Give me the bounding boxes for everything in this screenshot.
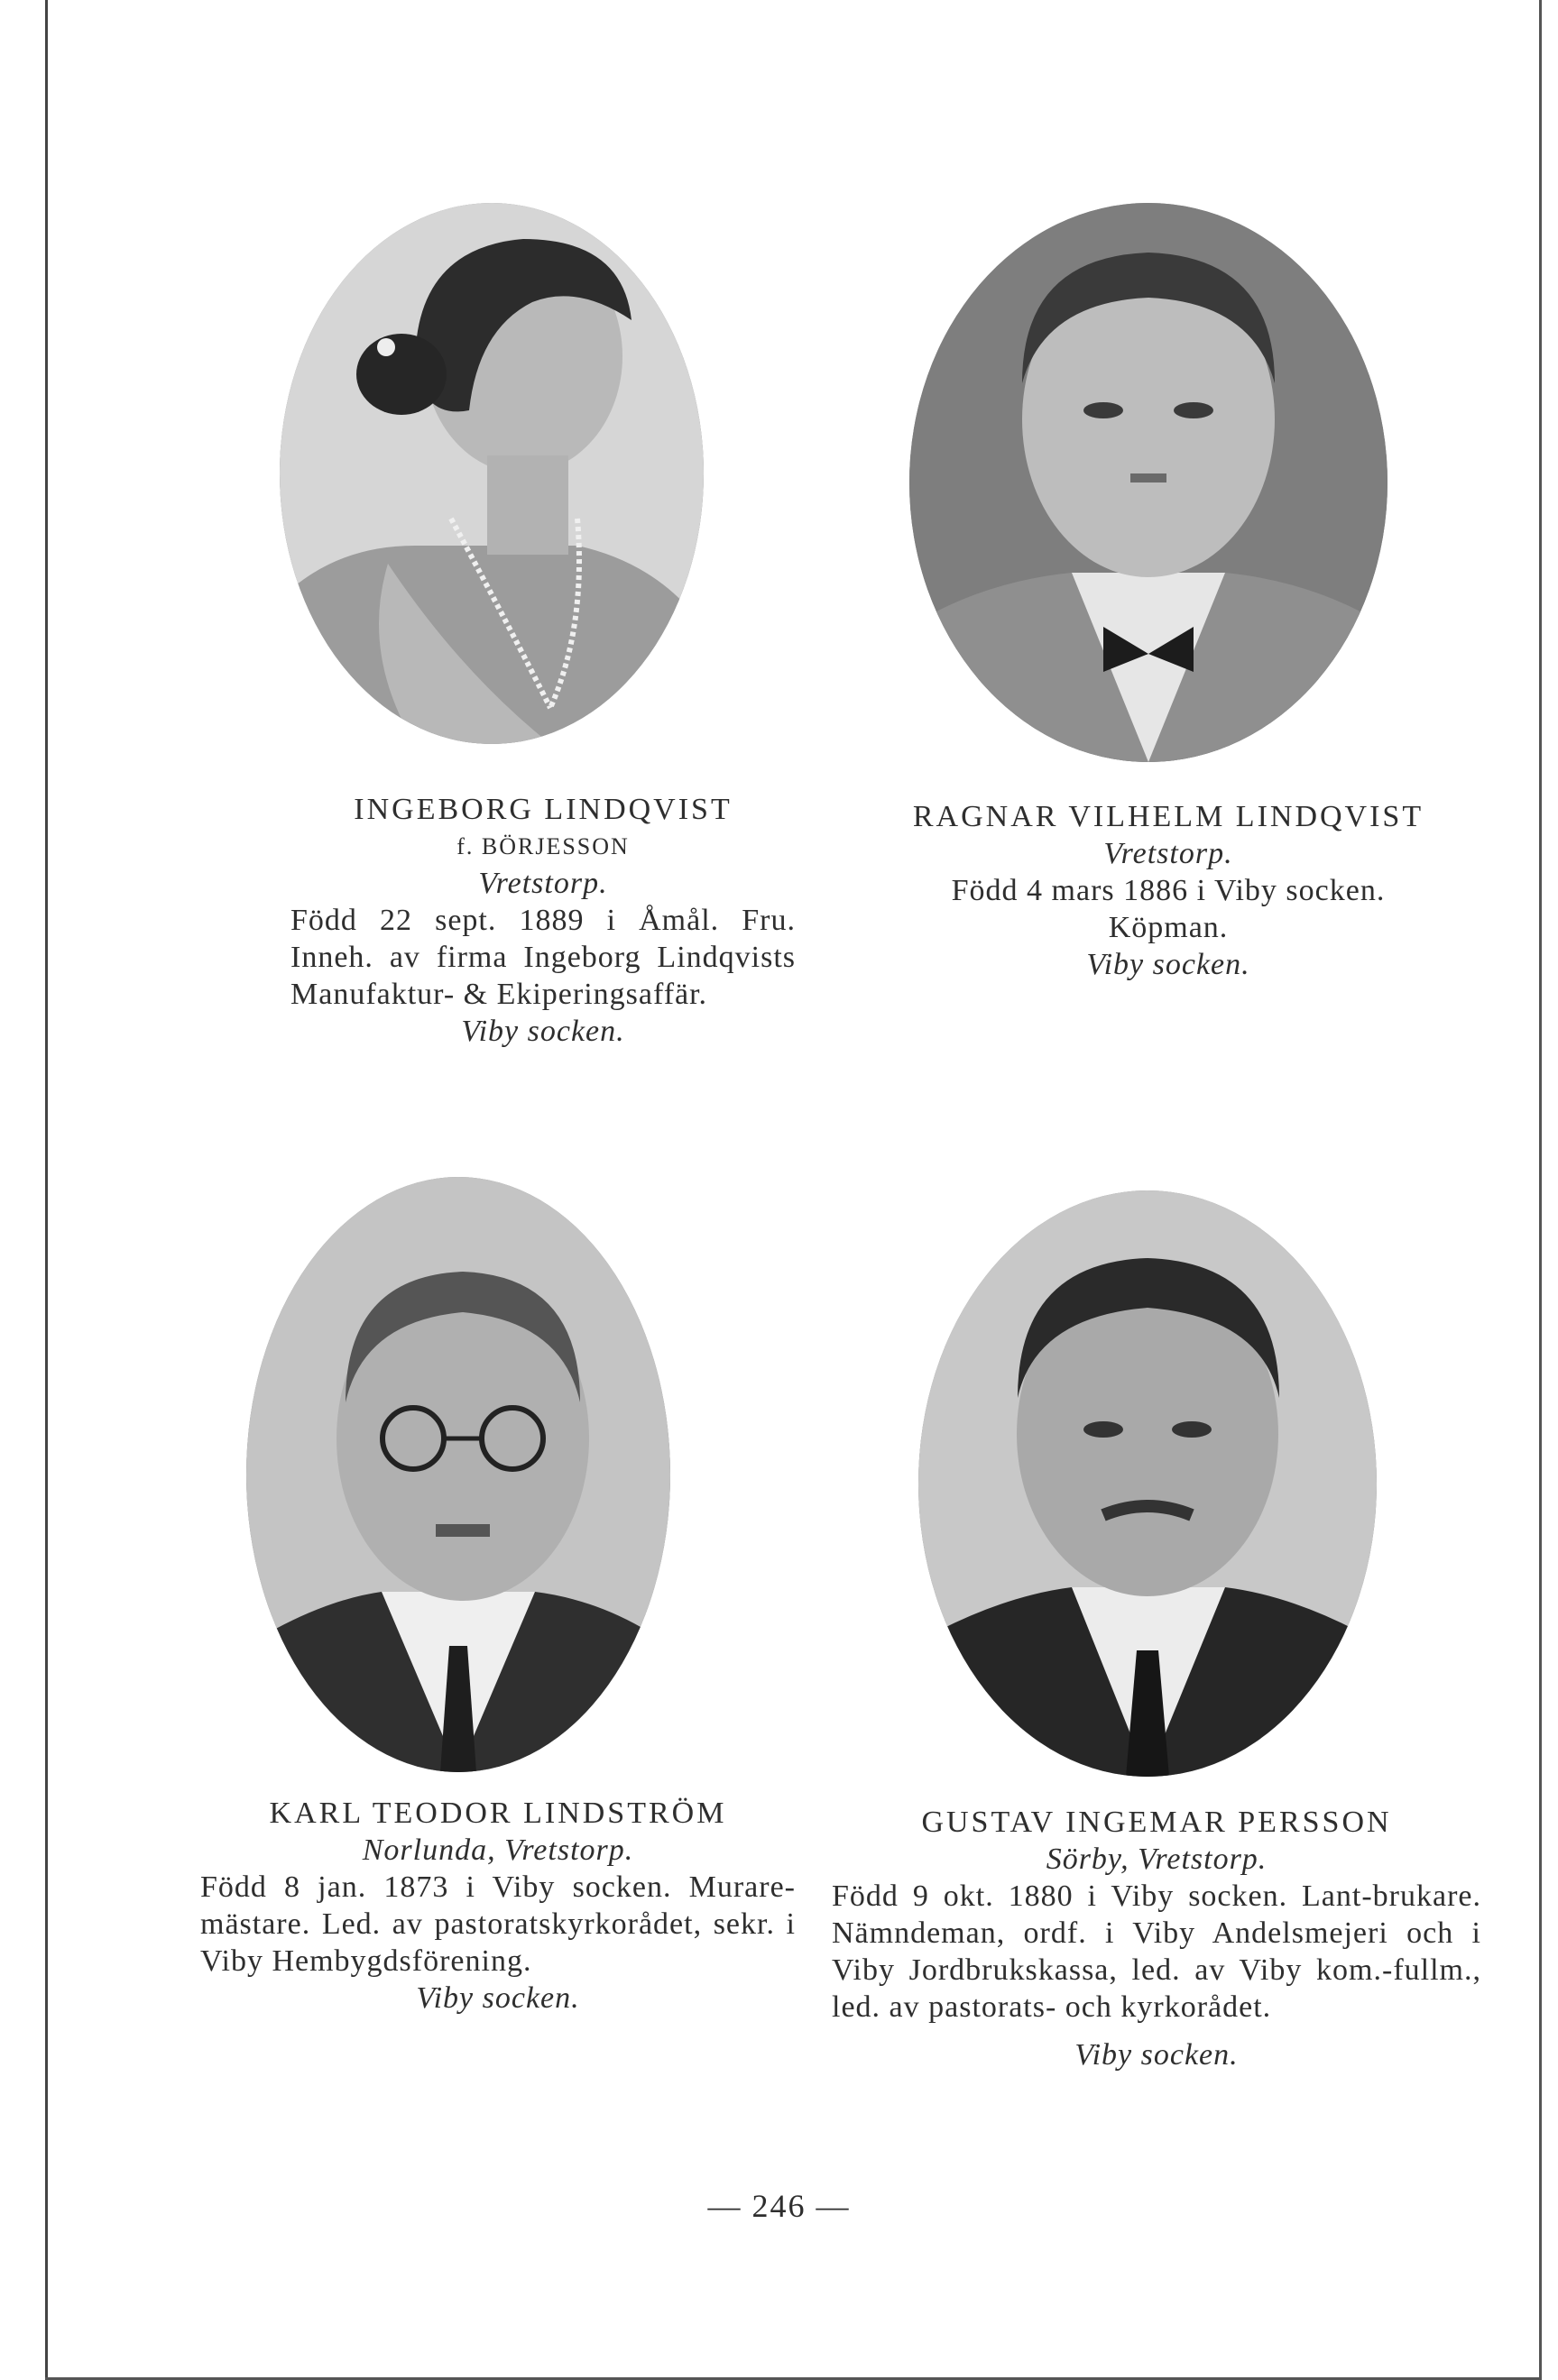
residence: Norlunda, Vretstorp.: [362, 1833, 634, 1867]
parish: Viby socken.: [1074, 2038, 1239, 2072]
person-name: KARL TEODOR LINDSTRÖM: [269, 1796, 727, 1830]
caption-ragnar-vilhelm-lindqvist: [898, 798, 1439, 983]
caption-karl-teodor-lindstrom: [200, 1795, 796, 2017]
scan-edge-left: [45, 0, 48, 2380]
caption-gustav-ingemar-persson: [832, 1804, 1481, 2073]
biography: Född 9 okt. 1880 i Viby socken. Lant-brukare. Nämndeman, ordf. i Viby Andelsmejeri och i Viby Jordbrukskassa, led. av Viby kom.-fullm., led. av pastorats- och kyrkorådet.: [832, 1879, 1481, 2024]
parish: Viby socken.: [416, 1981, 580, 2015]
residence: Sörby, Vretstorp.: [1046, 1842, 1268, 1876]
portrait-photo-2: [909, 203, 1387, 762]
residence: Vretstorp.: [1103, 837, 1233, 870]
parish: Viby socken.: [1086, 948, 1250, 981]
portrait-photo-3: [246, 1177, 670, 1772]
maiden-name: f. BÖRJESSON: [456, 833, 630, 859]
page-number: — 246 —: [707, 2188, 851, 2224]
person-name: RAGNAR VILHELM LINDQVIST: [912, 800, 1424, 833]
parish: Viby socken.: [461, 1015, 625, 1048]
person-name: GUSTAV INGEMAR PERSSON: [921, 1806, 1392, 1839]
portrait-photo-1: [280, 203, 704, 744]
scan-edge-right: [1539, 0, 1542, 2380]
portrait-photo-4: [918, 1190, 1377, 1777]
biography: Född 22 sept. 1889 i Åmål. Fru. Inneh. av firma Ingeborg Lindqvists Manufaktur- & Ekiperingsaffär.: [290, 904, 796, 1011]
person-name: INGEBORG LINDQVIST: [354, 793, 733, 826]
residence: Vretstorp.: [478, 867, 608, 900]
occupation: Köpman.: [1108, 911, 1229, 944]
biography: Född 8 jan. 1873 i Viby socken. Murare-mästare. Led. av pastoratskyrkorådet, sekr. i Viby Hembygdsförening.: [200, 1870, 796, 1978]
caption-ingeborg-lindqvist: [290, 791, 796, 1050]
biography: Född 4 mars 1886 i Viby socken.: [951, 874, 1386, 907]
